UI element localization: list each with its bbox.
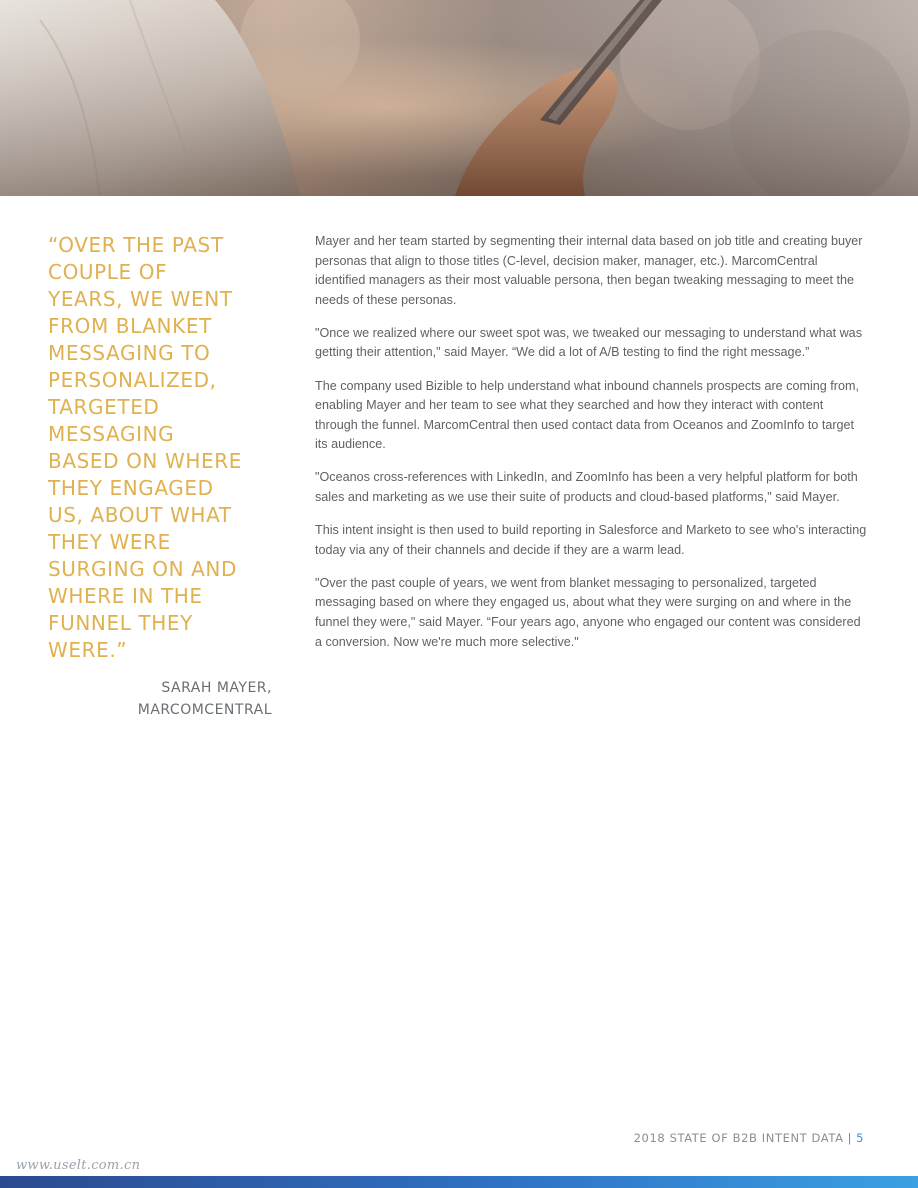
page-footer [634,1131,864,1145]
footer-accent-bar [0,1176,918,1188]
attribution-company: MARCOMCENTRAL [137,702,272,718]
hero-image [0,0,918,196]
article-body [315,232,867,666]
body-paragraph: Mayer and her team started by segmenting their internal data based on job title and creating buyer personas that align to those titles (C-level, decision maker, manager, etc.). MarcomCentral identified managers as their most valuable persona, then began tweaking messaging to meet the needs of these personas. [315,234,863,307]
quote-attribution [60,677,272,721]
body-paragraph: "Over the past couple of years, we went from blanket messaging to personalized, targeted messaging based on where they engaged us, about what they were surging on and where in the funnel they were," said Mayer. “Four years ago, anyone who engaged our content was considered a conversion. Now we're much more selective." [315,575,861,649]
page-number: 5 [856,1131,864,1145]
watermark: www.uselt.com.cn [16,1158,141,1173]
body-paragraph: "Once we realized where our sweet spot was, we tweaked our messaging to understand what was getting their attention," said Mayer. “We did a lot of A/B testing to find the right message.” [315,325,862,360]
footer-title: 2018 STATE OF B2B INTENT DATA [633,1131,844,1145]
body-paragraph: "Oceanos cross-references with LinkedIn, and ZoomInfo has been a very helpful platform for both sales and marketing as we use their suite of products and cloud-based platforms," said Mayer. [315,470,858,505]
footer-separator: | [847,1131,853,1145]
body-paragraph: This intent insight is then used to build reporting in Salesforce and Marketo to see who's interacting today via any of their channels and decide if they are a warm lead. [315,523,867,557]
hero-photo-illustration [0,0,918,196]
pull-quote: “OVER THE PAST COUPLE OF YEARS, WE WENT FROM BLANKET MESSAGING TO PERSONALIZED, TARGETED MESSAGING BASED ON WHERE THEY ENGAGED US, ABOUT WHAT THEY WERE SURGING ON AND WHERE IN THE FUNNEL THEY WERE.” [48,233,242,662]
body-paragraph: The company used Bizible to help understand what inbound channels prospects are coming from, enabling Mayer and her team to see what they searched and how they interact with content through the funnel. MarcomCentral then used contact data from Oceanos and ZoomInfo to target its audience. [315,378,859,452]
attribution-name: SARAH MAYER, [161,680,272,696]
